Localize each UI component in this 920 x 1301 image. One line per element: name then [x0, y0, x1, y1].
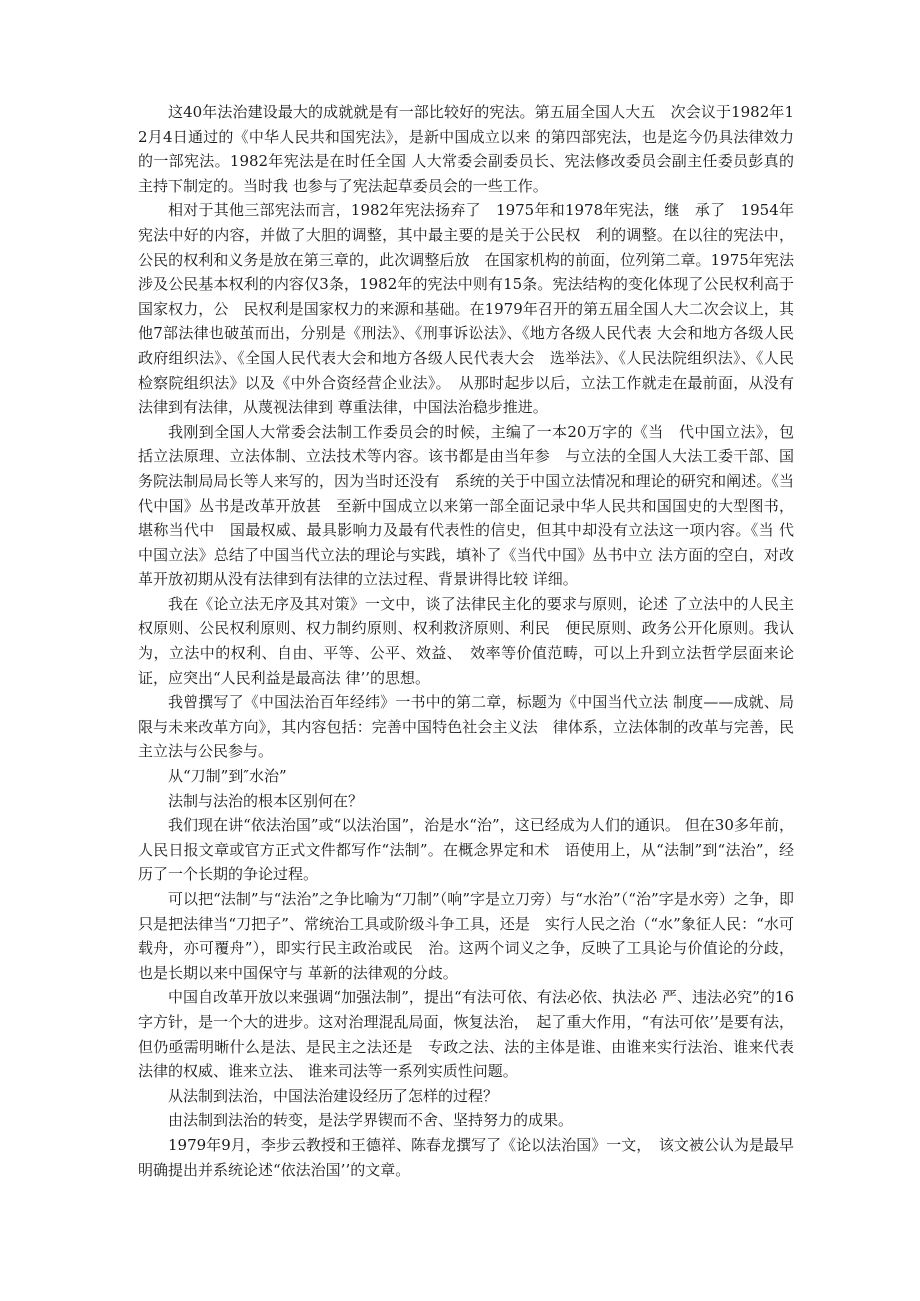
question-line: 从法制到法治，中国法治建设经历了怎样的过程？ — [168, 1086, 499, 1105]
paragraph: 我在《论立法无序及其对策》一文中，谈了法律民主化的要求与原则，论述 了立法中的人民主权原则、公民权利原则、权力制约原则、权利救济原则、利民 便民原则、政务公开化原则。我认为，立法中的权利、自由、平等、公平、效益、 效率等价值范畴，可以上升到立法哲学层面来论证，应突出“人民利益是最高法 律’’的思想。 — [138, 594, 794, 687]
paragraph: 我曾撰写了《中国法治百年经纬》一书中的第二章，标题为《中国当代立法 制度——成就、局限与未来改革方向》，其内容包括：完善中国特色社会主义法 律体系，立法体制的改革与完善，民主立法与公民参与。 — [138, 693, 794, 761]
paragraph: 1979年9月，李步云教授和王德祥、陈春龙撰写了《论以法治国》一文， 该文被公认为是最早明确提出并系统论述“依法治国’’的文章。 — [138, 1135, 794, 1179]
paragraph: 相对于其他三部宪法而言，1982年宪法扬弃了 1975年和1978年宪法，继 承了 1954年宪法中好的内容，并做了大胆的调整，其中最主要的是关于公民权 利的调整。在以往的宪法中，公民的权利和义务是放在第三章的，此次调整后放 在国家机构的前面，位列第二章。1975年宪法涉及公民基本权利的内容仅3条，1982年的宪法中则有15条。宪法结构的变化体现了公民权利高于国家权力，公 民权利是国家权力的来源和基础。在1979年召开的第五届全国人大二次会议上，其他7部法律也破茧而出，分别是《刑法》、《刑事诉讼法》、《地方各级人民代表 大会和地方各级人民政府组织法》、《全国人民代表大会和地方各级人民代表大会 选举法》、《人民法院组织法》、《人民检察院组织法》以及《中外合资经营企业法》。 从那时起步以后，立法工作就走在最前面，从没有法律到有法律，从蔑视法律到 尊重法律，中国法治稳步推进。 — [138, 201, 794, 417]
document-body — [138, 100, 794, 1182]
paragraph: 这40年法治建设最大的成就就是有一部比较好的宪法。第五届全国人大五 次会议于1982年12月4日通过的《中华人民共和国宪法》，是新中国成立以来 的第四部宪法，也是迄今仍具法律效力的一部宪法。1982年宪法是在时任全国 人大常委会副委员长、宪法修改委员会副主任委员彭真的主持下制定的。当时我 也参与了宪法起草委员会的一些工作。 — [138, 103, 794, 195]
section-heading: 从“刀制”到″水治” — [168, 767, 287, 786]
paragraph: 我刚到全国人大常委会法制工作委员会的时候，主编了一本20万字的《当 代中国立法》，包括立法原理、立法体制、立法技术等内容。该书都是由当年参 与立法的全国人大法工委干部、国务院法制局局长等人来写的，因为当时还没有 系统的关于中国立法情况和理论的研究和阐述。《当代中国》丛书是改革开放甚 至新中国成立以来第一部全面记录中华人民共和国国史的大型图书，堪称当代中 国最权威、最具影响力及最有代表性的信史，但其中却没有立法这一项内容。《当 代中国立法》总结了中国当代立法的理论与实践，填补了《当代中国》丛书中立 法方面的空白，对改革开放初期从没有法律到有法律的立法过程、背景讲得比较 详细。 — [138, 422, 794, 589]
paragraph: 中国自改革开放以来强调“加强法制”，提出“有法可依、有法必依、执法必 严、违法必究”的16字方针，是一个大的进步。这对治理混乱局面，恢复法治， 起了重大作用，“有法可依’’是要有法，但仍亟需明晰什么是法、是民主之法还是 专政之法、法的主体是谁、由谁来实行法治、谁来代表法律的权威、谁来立法、 谁来司法等一系列实质性问题。 — [138, 988, 794, 1081]
paragraph: 我们现在讲“依法治国”或“以法治国”，治是水“治”，这已经成为人们的通识。 但在30多年前，人民日报文章或官方正式文件都写作“法制”。在概念界定和术 语使用上，从“法制”到“法治”，经历了一个长期的争论过程。 — [138, 816, 794, 884]
paragraph: 由法制到法治的转变，是法学界锲而不舍、坚持努力的成果。 — [168, 1111, 574, 1130]
paragraph: 可以把“法制”与“法治”之争比喻为“刀制”（响”字是立刀旁）与“水治”（“治”字是水旁）之争，即只是把法律当“刀把子”、常统治工具或阶级斗争工具，还是 实行人民之治（“水”象征人民：“水可载舟，亦可覆舟”），即实行民主政治或民 治。这两个词义之争，反映了工具论与价值论的分歧，也是长期以来中国保守与 革新的法律观的分歧。 — [138, 890, 794, 982]
question-line: 法制与法治的根本区别何在？ — [168, 791, 364, 810]
